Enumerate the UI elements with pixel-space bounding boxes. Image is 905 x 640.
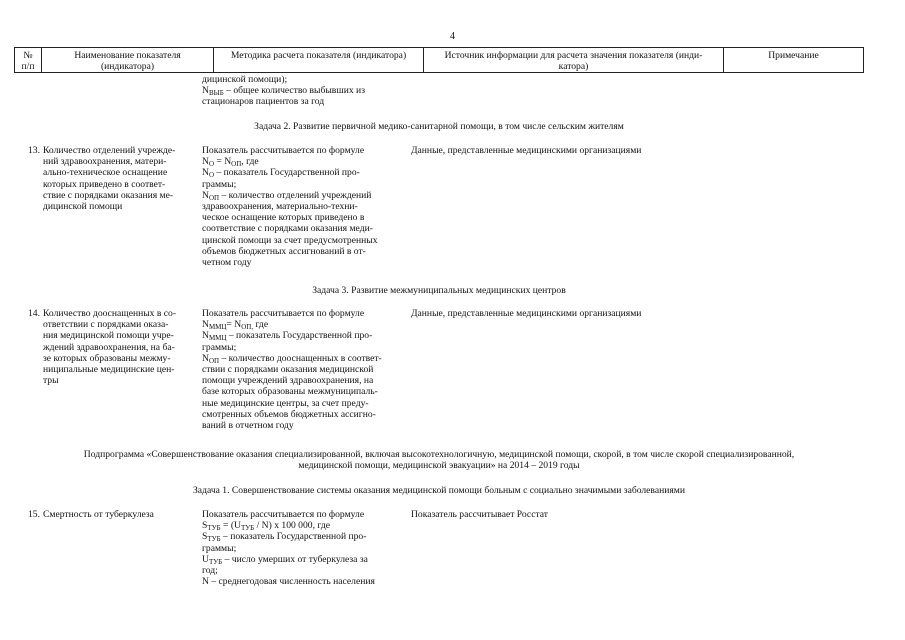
- information-source: Показатель рассчитывает Росстат: [411, 509, 548, 520]
- calculation-method: Показатель рассчитывается по формуле $S_{ТУБ} = (U_{ТУБ} / N)$ x 100 000, где $S_{ТУБ}$ – показатель Государственной про- граммы; $U_{ТУБ}$ – число умерших от туберкулеза за год; N – среднегодовая численность населения: [202, 509, 375, 588]
- header-col-number: № п/п: [15, 48, 42, 72]
- indicator-name: Количество отделений учрежде- ний здравоохранения, матери- ально-техническое оснащение которых приведено в соответ- ствие с порядками оказания ме- дицинской помощи: [43, 145, 176, 213]
- calculation-method: Показатель рассчитывается по формуле $N_{ММЦ}= N_{ОП,}$ где $N_{ММЦ}$ – показатель Государственной про- граммы; $N_{ОП}$ – количество дооснащенных в соответ- ствии с порядками оказания медицинской помощи учреждений здравоохранения, на базе которых образованы межмуниципаль- ные медицинские центры, за счет преду- смотренных объемов бюджетных ассигно- ваний в отчетном году: [202, 308, 382, 432]
- task-2-heading: Задача 2. Развитие первичной медико-санитарной помощи, в том числе сельским жителям: [254, 121, 624, 132]
- calculation-method: Показатель рассчитывается по формуле $N_O = N_{ОП}$, где $N_O$ – показатель Государственной про- граммы; $N_{ОП}$ – количество отделений учреждений здравоохранения, материально-техни- ческое оснащение которых приведено в соответствие с порядками оказания меди- цинской помощи за счет предусмотренных объемов бюджетных ассигнований в от- четном году: [202, 145, 378, 269]
- table-header: [14, 47, 864, 73]
- row-number: 14.: [28, 308, 40, 319]
- header-col-source: Источник информации для расчета значения показателя (инди- катора): [424, 48, 724, 72]
- indicator-name: Количество дооснащенных в со- ответствии с порядками оказа- ния медицинской помощи учре- ждений здравоохранения, на ба- зе которых образованы межму- ниципальные медицинские цен- тры: [43, 308, 177, 387]
- task-3-heading: Задача 3. Развитие межмуниципальных медицинских центров: [312, 285, 566, 296]
- task-1-heading: Задача 1. Совершенствование системы оказания медицинской помощи больным с социально значимыми заболеваниями: [193, 485, 685, 496]
- header-col-method: Методика расчета показателя (индикатора): [214, 48, 424, 72]
- information-source: Данные, представленные медицинскими организациями: [411, 308, 642, 319]
- information-source: Данные, представленные медицинскими организациями: [411, 145, 642, 156]
- continuation-method: дицинской помощи); $N_{ВЫБ}$ – общее количество выбывших из стационаров пациентов за год: [202, 74, 365, 108]
- indicator-name: Смертность от туберкулеза: [43, 509, 154, 520]
- subprogram-heading: Подпрограмма «Совершенствование оказания специализированной, включая высокотехнологичную, медицинской помощи, скорой, в том числе скорой специализированной, медицинской помощи, медицинской эвакуации» на 2014 – 2019 годы: [83, 449, 795, 472]
- row-number: 13.: [28, 145, 40, 156]
- header-col-indicator-name: Наименование показателя (индикатора): [42, 48, 214, 72]
- row-number: 15.: [28, 509, 40, 520]
- page-number: 4: [450, 31, 455, 42]
- header-col-note: Примечание: [768, 50, 819, 61]
